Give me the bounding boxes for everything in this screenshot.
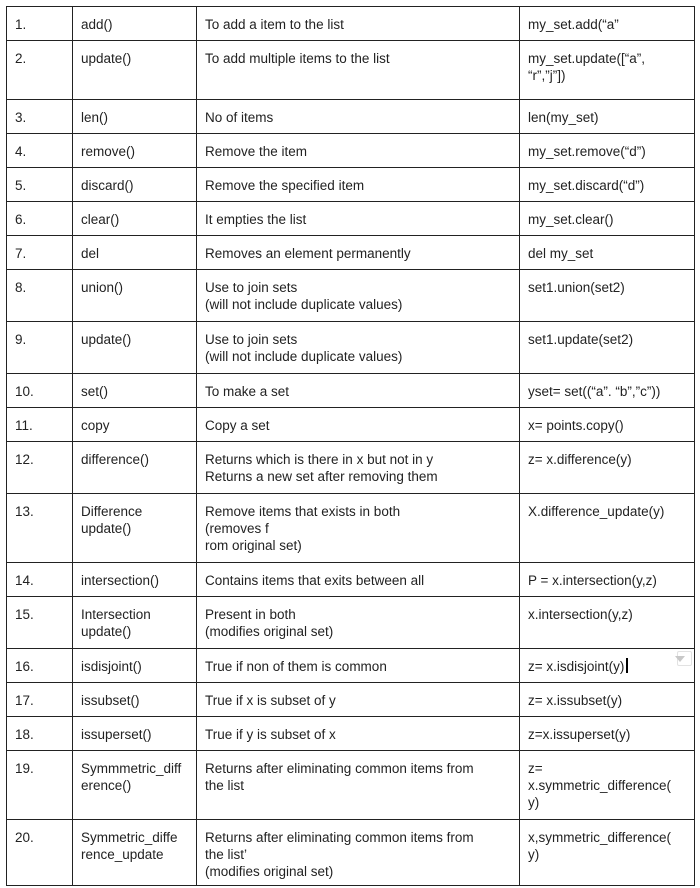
method-example[interactable]: yset= set((“a”. “b”,”c”)) (520, 374, 695, 408)
row-number[interactable]: 8. (7, 270, 73, 322)
method-description[interactable]: Use to join sets (will not include duplicate values) (197, 322, 520, 374)
method-description[interactable]: Returns which is there in x but not in y Returns a new set after removing them (197, 442, 520, 494)
method-example[interactable]: set1.union(set2) (520, 270, 695, 322)
method-example[interactable]: z= x.symmetric_difference( y) (520, 751, 695, 820)
method-name[interactable]: intersection() (73, 563, 197, 597)
method-example[interactable]: len(my_set) (520, 100, 695, 134)
table-body (7, 7, 695, 886)
method-name[interactable]: remove() (73, 134, 197, 168)
method-example[interactable]: my_set.clear() (520, 202, 695, 236)
active-cell[interactable] (520, 649, 695, 683)
method-example[interactable]: my_set.discard(“d”) (520, 168, 695, 202)
method-description[interactable]: Present in both (modifies original set) (197, 597, 520, 649)
method-name[interactable]: Symmmetric_diff erence() (73, 751, 197, 820)
method-description[interactable]: Remove items that exists in both (removes f rom original set) (197, 494, 520, 563)
method-example[interactable]: set1.update(set2) (520, 322, 695, 374)
table-row (7, 751, 695, 820)
row-number[interactable]: 12. (7, 442, 73, 494)
table-row (7, 597, 695, 649)
method-name[interactable]: Intersection update() (73, 597, 197, 649)
method-example[interactable]: z= x.difference(y) (520, 442, 695, 494)
method-name[interactable]: add() (73, 7, 197, 41)
method-name[interactable]: issuperset() (73, 717, 197, 751)
method-name[interactable]: len() (73, 100, 197, 134)
method-example[interactable]: z=x.issuperset(y) (520, 717, 695, 751)
table-row (7, 41, 695, 100)
method-description[interactable]: Returns after eliminating common items from the list’ (modifies original set) (197, 820, 520, 886)
row-number[interactable]: 20. (7, 820, 73, 886)
method-example[interactable]: X.difference_update(y) (520, 494, 695, 563)
method-name[interactable]: clear() (73, 202, 197, 236)
method-name[interactable]: Symmetric_diffe rence_update (73, 820, 197, 886)
method-description[interactable]: Use to join sets (will not include duplicate values) (197, 270, 520, 322)
row-number[interactable]: 2. (7, 41, 73, 100)
method-name[interactable]: difference() (73, 442, 197, 494)
table-row (7, 236, 695, 270)
method-example[interactable]: del my_set (520, 236, 695, 270)
table-row (7, 563, 695, 597)
text-cursor (626, 658, 628, 673)
method-description[interactable]: It empties the list (197, 202, 520, 236)
method-description[interactable]: To add multiple items to the list (197, 41, 520, 100)
method-description[interactable]: True if x is subset of y (197, 683, 520, 717)
row-number[interactable]: 15. (7, 597, 73, 649)
row-number[interactable]: 18. (7, 717, 73, 751)
table-row (7, 7, 695, 41)
method-description[interactable]: Contains items that exits between all (197, 563, 520, 597)
method-example[interactable]: my_set.add(“a” (520, 7, 695, 41)
table-row (7, 374, 695, 408)
table-row (7, 649, 695, 683)
table-row (7, 168, 695, 202)
table-row (7, 820, 695, 886)
row-number[interactable]: 5. (7, 168, 73, 202)
row-number[interactable]: 13. (7, 494, 73, 563)
method-example[interactable]: z= x.issubset(y) (520, 683, 695, 717)
method-description[interactable]: To make a set (197, 374, 520, 408)
set-methods-table (6, 6, 695, 886)
method-name[interactable]: del (73, 236, 197, 270)
row-number[interactable]: 3. (7, 100, 73, 134)
method-example[interactable]: x.intersection(y,z) (520, 597, 695, 649)
method-name[interactable]: update() (73, 322, 197, 374)
method-example[interactable]: my_set.update([“a”, “r”,”j”]) (520, 41, 695, 100)
table-row (7, 442, 695, 494)
table-row (7, 202, 695, 236)
method-description[interactable]: Returns after eliminating common items from the list (197, 751, 520, 820)
method-description[interactable]: Copy a set (197, 408, 520, 442)
method-name[interactable]: discard() (73, 168, 197, 202)
cell-dropdown-button[interactable] (677, 651, 692, 666)
chevron-down-icon (675, 656, 685, 662)
method-example[interactable]: x,symmetric_difference( y) (520, 820, 695, 886)
table-row (7, 270, 695, 322)
table-row (7, 100, 695, 134)
method-example[interactable]: P = x.intersection(y,z) (520, 563, 695, 597)
row-number[interactable]: 17. (7, 683, 73, 717)
method-description[interactable]: True if non of them is common (197, 649, 520, 683)
table-row (7, 408, 695, 442)
row-number[interactable]: 19. (7, 751, 73, 820)
table-row (7, 494, 695, 563)
method-name[interactable]: union() (73, 270, 197, 322)
table-row (7, 134, 695, 168)
method-description[interactable]: Removes an element permanently (197, 236, 520, 270)
row-number[interactable]: 16. (7, 649, 73, 683)
table-row (7, 322, 695, 374)
table-row (7, 717, 695, 751)
row-number[interactable]: 14. (7, 563, 73, 597)
row-number[interactable]: 9. (7, 322, 73, 374)
method-name[interactable]: issubset() (73, 683, 197, 717)
row-number[interactable]: 11. (7, 408, 73, 442)
row-number[interactable]: 7. (7, 236, 73, 270)
method-example[interactable]: my_set.remove(“d”) (520, 134, 695, 168)
method-description[interactable]: No of items (197, 100, 520, 134)
row-number[interactable]: 1. (7, 7, 73, 41)
row-number[interactable]: 4. (7, 134, 73, 168)
method-example: z= x.isdisjoint(y) (528, 659, 625, 674)
method-description[interactable]: To add a item to the list (197, 7, 520, 41)
method-name[interactable]: copy (73, 408, 197, 442)
table-row (7, 683, 695, 717)
method-name[interactable]: isdisjoint() (73, 649, 197, 683)
method-description[interactable]: True if y is subset of x (197, 717, 520, 751)
method-example[interactable]: x= points.copy() (520, 408, 695, 442)
row-number[interactable]: 10. (7, 374, 73, 408)
row-number[interactable]: 6. (7, 202, 73, 236)
method-description[interactable]: Remove the specified item (197, 168, 520, 202)
method-description[interactable]: Remove the item (197, 134, 520, 168)
method-name[interactable]: set() (73, 374, 197, 408)
method-name[interactable]: update() (73, 41, 197, 100)
method-name[interactable]: Difference update() (73, 494, 197, 563)
